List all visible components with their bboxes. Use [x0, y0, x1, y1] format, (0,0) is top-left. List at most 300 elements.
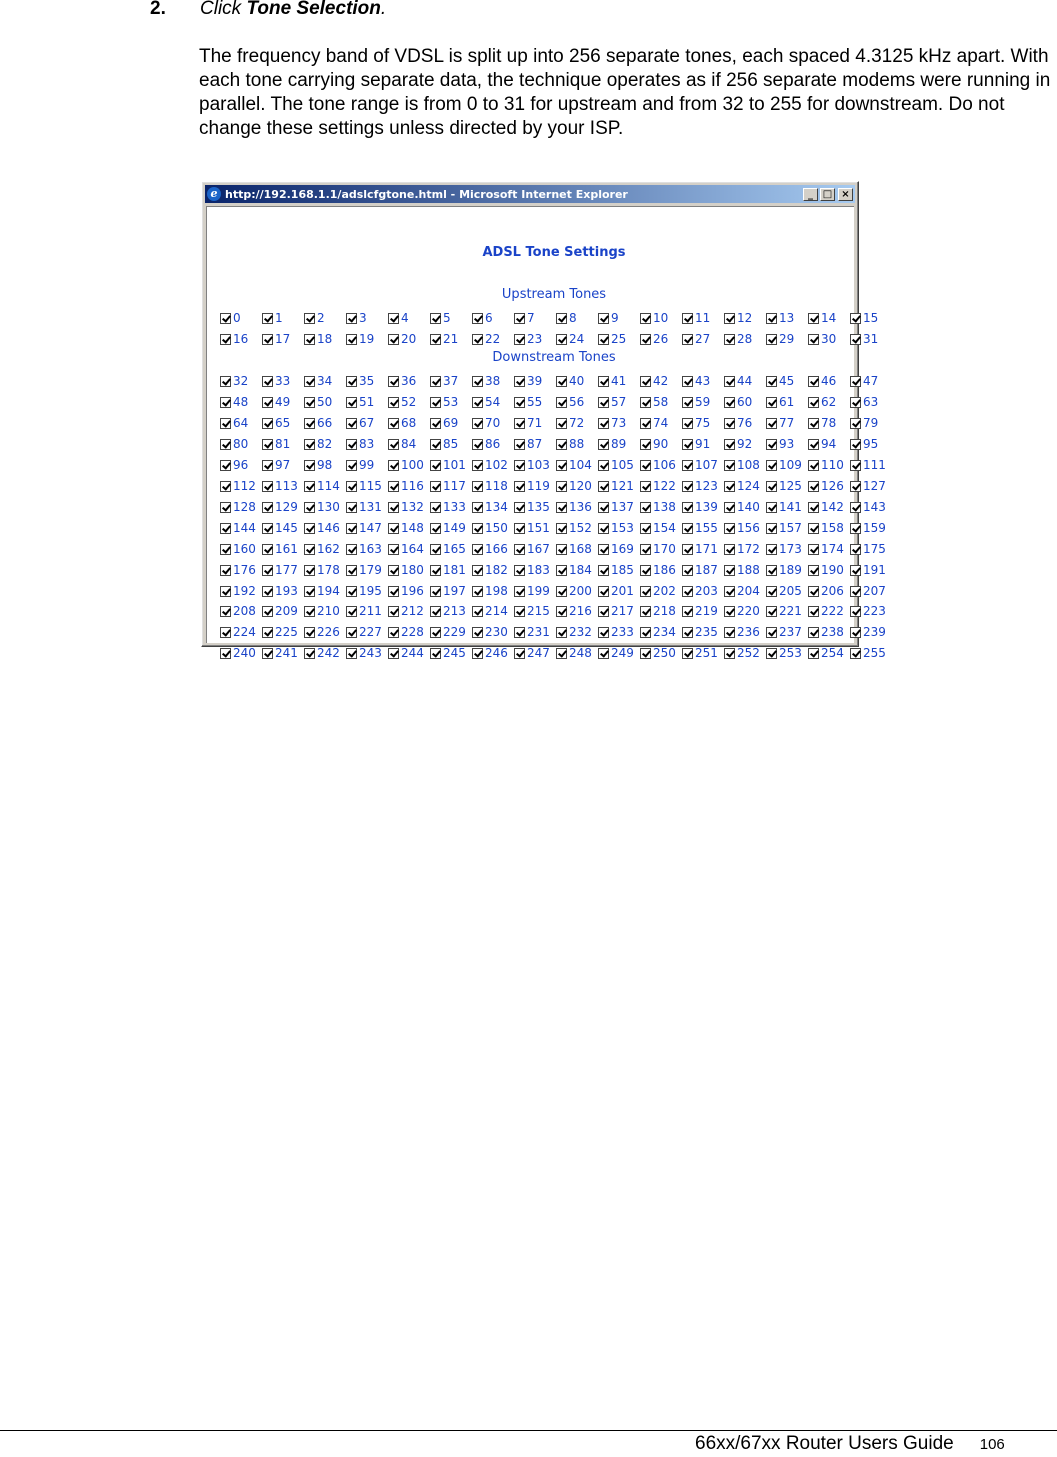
tone-item[interactable] [430, 646, 472, 660]
tone-checkbox[interactable] [388, 544, 399, 555]
tone-checkbox[interactable] [724, 334, 735, 345]
tone-item[interactable] [682, 437, 724, 451]
tone-item[interactable] [724, 563, 766, 577]
tone-item[interactable] [556, 604, 598, 618]
tone-checkbox[interactable] [388, 397, 399, 408]
tone-item[interactable] [766, 625, 808, 639]
tone-item[interactable] [808, 500, 850, 514]
tone-item[interactable] [304, 374, 346, 388]
tone-item[interactable] [556, 458, 598, 472]
tone-item[interactable] [640, 646, 682, 660]
tone-checkbox[interactable] [472, 481, 483, 492]
tone-checkbox[interactable] [262, 606, 273, 617]
tone-checkbox[interactable] [346, 606, 357, 617]
tone-checkbox[interactable] [682, 544, 693, 555]
tone-checkbox[interactable] [556, 376, 567, 387]
tone-checkbox[interactable] [514, 397, 525, 408]
tone-checkbox[interactable] [598, 606, 609, 617]
tone-item[interactable] [388, 500, 430, 514]
tone-item[interactable] [850, 479, 892, 493]
tone-item[interactable] [724, 437, 766, 451]
tone-item[interactable] [766, 395, 808, 409]
tone-checkbox[interactable] [682, 565, 693, 576]
tone-item[interactable] [346, 604, 388, 618]
tone-checkbox[interactable] [850, 586, 861, 597]
tone-checkbox[interactable] [850, 334, 861, 345]
tone-item[interactable] [304, 311, 346, 325]
tone-checkbox[interactable] [430, 376, 441, 387]
tone-checkbox[interactable] [220, 376, 231, 387]
tone-checkbox[interactable] [598, 313, 609, 324]
tone-checkbox[interactable] [598, 502, 609, 513]
tone-checkbox[interactable] [262, 523, 273, 534]
tone-item[interactable] [556, 395, 598, 409]
tone-item[interactable] [724, 416, 766, 430]
tone-item[interactable] [472, 625, 514, 639]
tone-item[interactable] [640, 542, 682, 556]
tone-item[interactable] [262, 437, 304, 451]
tone-checkbox[interactable] [346, 376, 357, 387]
tone-item[interactable] [304, 458, 346, 472]
tone-checkbox[interactable] [724, 418, 735, 429]
tone-checkbox[interactable] [640, 544, 651, 555]
tone-checkbox[interactable] [514, 544, 525, 555]
tone-checkbox[interactable] [556, 313, 567, 324]
tone-item[interactable] [598, 479, 640, 493]
tone-checkbox[interactable] [598, 586, 609, 597]
tone-item[interactable] [430, 311, 472, 325]
tone-item[interactable] [388, 416, 430, 430]
tone-item[interactable] [724, 542, 766, 556]
tone-item[interactable] [430, 542, 472, 556]
tone-item[interactable] [766, 500, 808, 514]
tone-item[interactable] [850, 584, 892, 598]
tone-checkbox[interactable] [220, 523, 231, 534]
tone-checkbox[interactable] [388, 606, 399, 617]
tone-checkbox[interactable] [430, 565, 441, 576]
tone-checkbox[interactable] [514, 418, 525, 429]
tone-item[interactable] [808, 604, 850, 618]
tone-checkbox[interactable] [850, 502, 861, 513]
tone-checkbox[interactable] [724, 397, 735, 408]
tone-checkbox[interactable] [346, 586, 357, 597]
tone-checkbox[interactable] [388, 648, 399, 659]
tone-checkbox[interactable] [682, 648, 693, 659]
tone-item[interactable] [598, 604, 640, 618]
tone-checkbox[interactable] [346, 648, 357, 659]
tone-checkbox[interactable] [724, 313, 735, 324]
tone-checkbox[interactable] [766, 565, 777, 576]
tone-item[interactable] [808, 646, 850, 660]
tone-item[interactable] [724, 332, 766, 346]
tone-checkbox[interactable] [682, 460, 693, 471]
tone-item[interactable] [640, 625, 682, 639]
tone-item[interactable] [850, 563, 892, 577]
tone-checkbox[interactable] [640, 439, 651, 450]
tone-checkbox[interactable] [472, 397, 483, 408]
tone-item[interactable] [724, 458, 766, 472]
tone-item[interactable] [808, 479, 850, 493]
tone-checkbox[interactable] [850, 397, 861, 408]
tone-checkbox[interactable] [682, 481, 693, 492]
tone-item[interactable] [514, 500, 556, 514]
tone-checkbox[interactable] [556, 606, 567, 617]
tone-checkbox[interactable] [808, 460, 819, 471]
tone-checkbox[interactable] [724, 502, 735, 513]
tone-checkbox[interactable] [472, 523, 483, 534]
tone-item[interactable] [766, 458, 808, 472]
tone-checkbox[interactable] [262, 334, 273, 345]
tone-checkbox[interactable] [304, 523, 315, 534]
tone-item[interactable] [430, 604, 472, 618]
tone-checkbox[interactable] [640, 523, 651, 534]
tone-checkbox[interactable] [556, 460, 567, 471]
tone-item[interactable] [304, 521, 346, 535]
tone-item[interactable] [220, 500, 262, 514]
tone-checkbox[interactable] [514, 313, 525, 324]
tone-checkbox[interactable] [304, 439, 315, 450]
tone-item[interactable] [808, 584, 850, 598]
tone-item[interactable] [262, 374, 304, 388]
tone-item[interactable] [598, 542, 640, 556]
tone-checkbox[interactable] [766, 418, 777, 429]
tone-checkbox[interactable] [220, 627, 231, 638]
tone-item[interactable] [808, 625, 850, 639]
tone-checkbox[interactable] [682, 313, 693, 324]
tone-checkbox[interactable] [850, 523, 861, 534]
tone-item[interactable] [808, 416, 850, 430]
tone-checkbox[interactable] [304, 627, 315, 638]
tone-item[interactable] [850, 416, 892, 430]
tone-item[interactable] [766, 416, 808, 430]
tone-item[interactable] [430, 479, 472, 493]
tone-checkbox[interactable] [262, 313, 273, 324]
tone-checkbox[interactable] [850, 606, 861, 617]
tone-checkbox[interactable] [472, 376, 483, 387]
tone-item[interactable] [640, 416, 682, 430]
tone-item[interactable] [682, 395, 724, 409]
tone-item[interactable] [766, 542, 808, 556]
tone-item[interactable] [598, 437, 640, 451]
tone-checkbox[interactable] [262, 586, 273, 597]
tone-item[interactable] [556, 584, 598, 598]
tone-item[interactable] [220, 416, 262, 430]
tone-checkbox[interactable] [346, 544, 357, 555]
tone-item[interactable] [220, 479, 262, 493]
tone-item[interactable] [850, 521, 892, 535]
tone-item[interactable] [220, 563, 262, 577]
tone-checkbox[interactable] [766, 648, 777, 659]
tone-item[interactable] [640, 604, 682, 618]
tone-checkbox[interactable] [682, 627, 693, 638]
tone-item[interactable] [388, 479, 430, 493]
tone-checkbox[interactable] [850, 544, 861, 555]
tone-checkbox[interactable] [430, 627, 441, 638]
tone-checkbox[interactable] [262, 481, 273, 492]
tone-item[interactable] [850, 437, 892, 451]
tone-item[interactable] [220, 311, 262, 325]
tone-checkbox[interactable] [430, 523, 441, 534]
tone-item[interactable] [220, 332, 262, 346]
tone-item[interactable] [682, 374, 724, 388]
tone-checkbox[interactable] [766, 502, 777, 513]
tone-item[interactable] [514, 374, 556, 388]
tone-checkbox[interactable] [262, 648, 273, 659]
tone-checkbox[interactable] [556, 586, 567, 597]
tone-checkbox[interactable] [556, 334, 567, 345]
tone-checkbox[interactable] [556, 481, 567, 492]
tone-item[interactable] [472, 437, 514, 451]
tone-item[interactable] [304, 563, 346, 577]
tone-checkbox[interactable] [724, 627, 735, 638]
tone-item[interactable] [472, 332, 514, 346]
tone-checkbox[interactable] [430, 606, 441, 617]
tone-item[interactable] [766, 563, 808, 577]
tone-checkbox[interactable] [766, 460, 777, 471]
tone-item[interactable] [598, 311, 640, 325]
tone-checkbox[interactable] [388, 586, 399, 597]
tone-checkbox[interactable] [766, 544, 777, 555]
tone-item[interactable] [388, 542, 430, 556]
tone-item[interactable] [514, 521, 556, 535]
tone-checkbox[interactable] [220, 481, 231, 492]
tone-item[interactable] [598, 521, 640, 535]
tone-item[interactable] [766, 521, 808, 535]
tone-checkbox[interactable] [682, 606, 693, 617]
tone-item[interactable] [304, 625, 346, 639]
tone-item[interactable] [346, 646, 388, 660]
tone-checkbox[interactable] [808, 565, 819, 576]
tone-checkbox[interactable] [724, 376, 735, 387]
tone-checkbox[interactable] [472, 627, 483, 638]
tone-checkbox[interactable] [262, 627, 273, 638]
tone-checkbox[interactable] [514, 439, 525, 450]
tone-checkbox[interactable] [724, 586, 735, 597]
tone-item[interactable] [430, 416, 472, 430]
tone-item[interactable] [388, 374, 430, 388]
tone-checkbox[interactable] [808, 397, 819, 408]
tone-checkbox[interactable] [220, 439, 231, 450]
tone-checkbox[interactable] [640, 334, 651, 345]
tone-item[interactable] [724, 500, 766, 514]
tone-item[interactable] [850, 604, 892, 618]
tone-item[interactable] [598, 646, 640, 660]
tone-item[interactable] [346, 584, 388, 598]
tone-item[interactable] [808, 521, 850, 535]
tone-item[interactable] [430, 332, 472, 346]
tone-checkbox[interactable] [766, 439, 777, 450]
tone-checkbox[interactable] [682, 523, 693, 534]
tone-checkbox[interactable] [598, 648, 609, 659]
tone-item[interactable] [262, 604, 304, 618]
tone-item[interactable] [682, 563, 724, 577]
tone-checkbox[interactable] [850, 648, 861, 659]
tone-checkbox[interactable] [220, 565, 231, 576]
tone-item[interactable] [850, 374, 892, 388]
tone-item[interactable] [682, 500, 724, 514]
tone-item[interactable] [598, 625, 640, 639]
tone-item[interactable] [850, 395, 892, 409]
tone-checkbox[interactable] [682, 376, 693, 387]
tone-checkbox[interactable] [682, 397, 693, 408]
tone-item[interactable] [514, 563, 556, 577]
tone-checkbox[interactable] [262, 397, 273, 408]
tone-checkbox[interactable] [472, 565, 483, 576]
tone-checkbox[interactable] [808, 481, 819, 492]
tone-item[interactable] [724, 584, 766, 598]
tone-checkbox[interactable] [598, 376, 609, 387]
tone-item[interactable] [682, 311, 724, 325]
tone-checkbox[interactable] [262, 376, 273, 387]
tone-item[interactable] [766, 479, 808, 493]
tone-item[interactable] [514, 416, 556, 430]
tone-checkbox[interactable] [808, 523, 819, 534]
tone-checkbox[interactable] [766, 523, 777, 534]
tone-item[interactable] [556, 311, 598, 325]
maximize-button[interactable]: □ [820, 188, 835, 201]
tone-checkbox[interactable] [598, 523, 609, 534]
tone-checkbox[interactable] [514, 376, 525, 387]
tone-checkbox[interactable] [430, 397, 441, 408]
tone-checkbox[interactable] [598, 439, 609, 450]
tone-item[interactable] [472, 500, 514, 514]
tone-item[interactable] [220, 584, 262, 598]
tone-item[interactable] [514, 479, 556, 493]
tone-item[interactable] [556, 625, 598, 639]
tone-checkbox[interactable] [388, 313, 399, 324]
tone-item[interactable] [682, 416, 724, 430]
tone-checkbox[interactable] [472, 334, 483, 345]
tone-checkbox[interactable] [304, 334, 315, 345]
tone-item[interactable] [724, 374, 766, 388]
tone-checkbox[interactable] [472, 439, 483, 450]
tone-item[interactable] [346, 563, 388, 577]
tone-checkbox[interactable] [346, 418, 357, 429]
tone-item[interactable] [262, 625, 304, 639]
tone-checkbox[interactable] [850, 439, 861, 450]
tone-checkbox[interactable] [304, 648, 315, 659]
tone-item[interactable] [850, 458, 892, 472]
tone-item[interactable] [808, 563, 850, 577]
tone-checkbox[interactable] [514, 606, 525, 617]
tone-item[interactable] [640, 521, 682, 535]
tone-checkbox[interactable] [430, 439, 441, 450]
tone-item[interactable] [514, 437, 556, 451]
tone-checkbox[interactable] [556, 648, 567, 659]
tone-checkbox[interactable] [808, 627, 819, 638]
tone-item[interactable] [598, 584, 640, 598]
tone-item[interactable] [262, 395, 304, 409]
tone-checkbox[interactable] [640, 481, 651, 492]
tone-item[interactable] [766, 646, 808, 660]
tone-item[interactable] [388, 625, 430, 639]
tone-item[interactable] [682, 584, 724, 598]
tone-checkbox[interactable] [850, 565, 861, 576]
tone-checkbox[interactable] [640, 418, 651, 429]
tone-checkbox[interactable] [556, 544, 567, 555]
tone-item[interactable] [388, 584, 430, 598]
tone-item[interactable] [514, 311, 556, 325]
tone-item[interactable] [472, 311, 514, 325]
tone-item[interactable] [556, 521, 598, 535]
tone-item[interactable] [682, 332, 724, 346]
tone-item[interactable] [262, 479, 304, 493]
tone-item[interactable] [346, 311, 388, 325]
tone-item[interactable] [724, 646, 766, 660]
tone-item[interactable] [472, 374, 514, 388]
tone-checkbox[interactable] [724, 481, 735, 492]
tone-checkbox[interactable] [430, 481, 441, 492]
tone-checkbox[interactable] [598, 565, 609, 576]
tone-item[interactable] [640, 395, 682, 409]
tone-item[interactable] [766, 332, 808, 346]
tone-item[interactable] [640, 311, 682, 325]
tone-checkbox[interactable] [808, 544, 819, 555]
tone-item[interactable] [304, 500, 346, 514]
tone-item[interactable] [304, 437, 346, 451]
tone-item[interactable] [682, 625, 724, 639]
tone-checkbox[interactable] [472, 502, 483, 513]
tone-item[interactable] [514, 332, 556, 346]
tone-checkbox[interactable] [766, 334, 777, 345]
tone-item[interactable] [472, 604, 514, 618]
tone-checkbox[interactable] [430, 460, 441, 471]
tone-checkbox[interactable] [850, 481, 861, 492]
tone-item[interactable] [850, 332, 892, 346]
tone-checkbox[interactable] [808, 334, 819, 345]
tone-item[interactable] [598, 395, 640, 409]
tone-item[interactable] [640, 374, 682, 388]
tone-checkbox[interactable] [598, 627, 609, 638]
tone-item[interactable] [430, 458, 472, 472]
tone-item[interactable] [346, 542, 388, 556]
tone-item[interactable] [514, 646, 556, 660]
tone-item[interactable] [598, 416, 640, 430]
tone-checkbox[interactable] [808, 418, 819, 429]
minimize-button[interactable]: _ [803, 188, 818, 201]
tone-item[interactable] [304, 416, 346, 430]
tone-checkbox[interactable] [262, 460, 273, 471]
tone-item[interactable] [388, 646, 430, 660]
tone-item[interactable] [640, 479, 682, 493]
tone-item[interactable] [346, 458, 388, 472]
tone-checkbox[interactable] [304, 565, 315, 576]
tone-checkbox[interactable] [346, 439, 357, 450]
tone-checkbox[interactable] [556, 418, 567, 429]
tone-checkbox[interactable] [640, 460, 651, 471]
tone-item[interactable] [262, 584, 304, 598]
tone-item[interactable] [766, 584, 808, 598]
tone-checkbox[interactable] [598, 418, 609, 429]
tone-item[interactable] [598, 563, 640, 577]
tone-item[interactable] [346, 479, 388, 493]
tone-item[interactable] [262, 416, 304, 430]
tone-checkbox[interactable] [346, 565, 357, 576]
tone-checkbox[interactable] [556, 502, 567, 513]
tone-checkbox[interactable] [556, 565, 567, 576]
tone-checkbox[interactable] [220, 334, 231, 345]
tone-item[interactable] [346, 500, 388, 514]
tone-item[interactable] [850, 646, 892, 660]
tone-item[interactable] [220, 395, 262, 409]
tone-item[interactable] [724, 521, 766, 535]
tone-item[interactable] [472, 395, 514, 409]
tone-item[interactable] [346, 374, 388, 388]
tone-checkbox[interactable] [850, 418, 861, 429]
tone-item[interactable] [472, 458, 514, 472]
tone-item[interactable] [346, 395, 388, 409]
tone-item[interactable] [640, 584, 682, 598]
